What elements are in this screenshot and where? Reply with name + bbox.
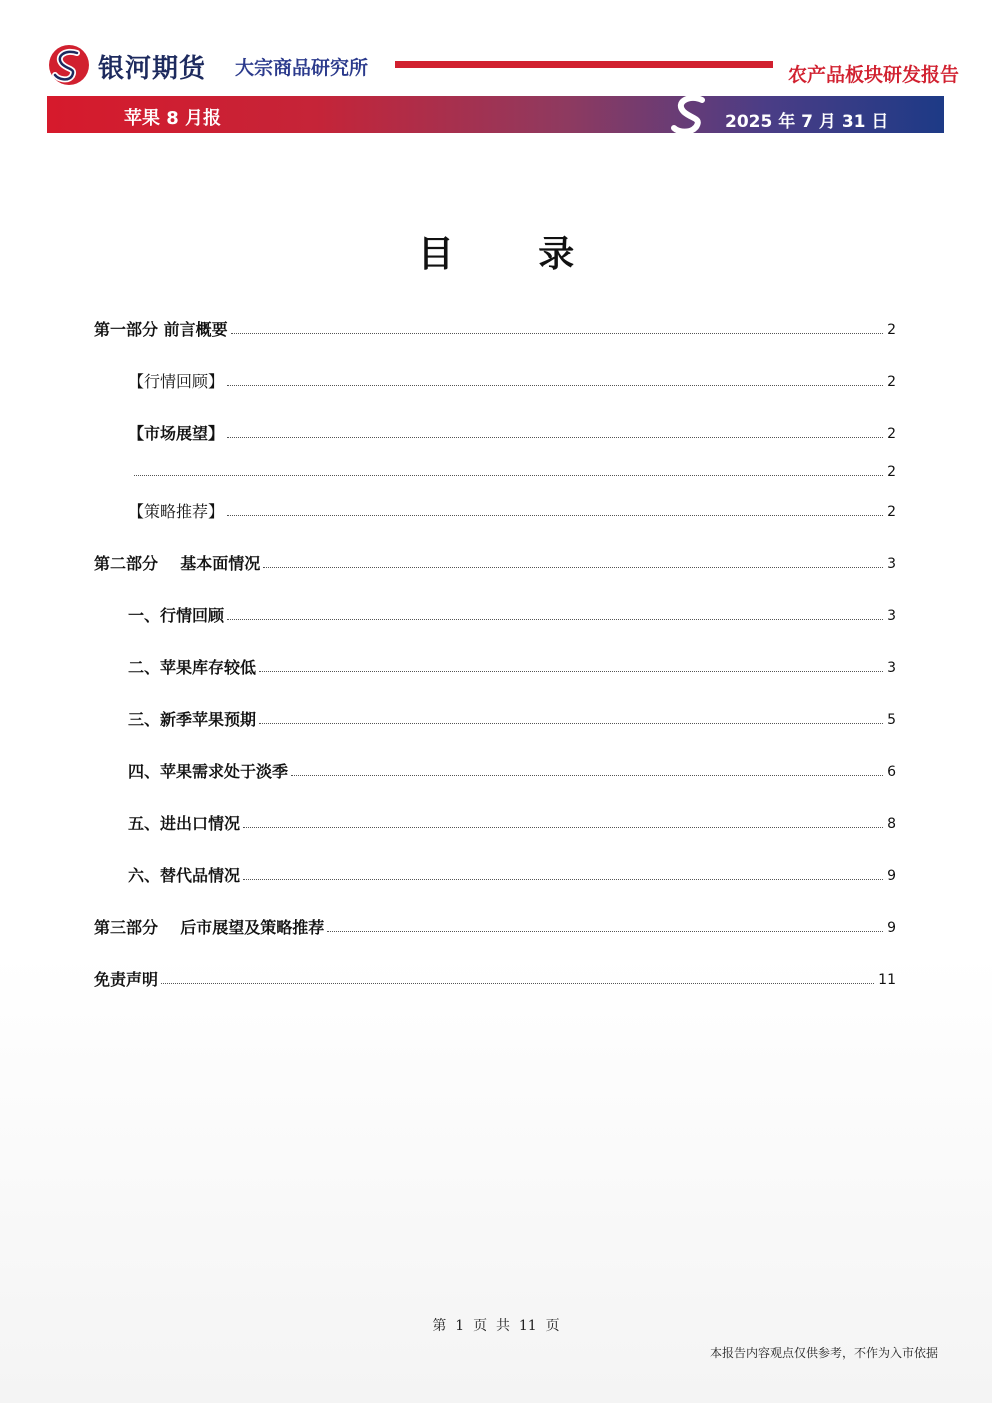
footer-disclaimer: 本报告内容观点仅供参考，不作为入市依据	[709, 1346, 938, 1360]
toc-entry-label: 【行情回顾】	[128, 372, 225, 391]
toc-leader-dots	[227, 385, 883, 386]
galaxy-s-logo-icon	[46, 44, 92, 86]
toc-entry-label: 第三部分 后市展望及策略推荐	[94, 918, 325, 937]
toc-leader-dots	[263, 567, 883, 568]
toc-leader-dots	[227, 515, 883, 516]
toc-entry-page: 6	[887, 764, 896, 780]
toc-entry[interactable]	[128, 654, 896, 678]
toc-entry[interactable]	[128, 758, 896, 782]
toc-entry[interactable]	[131, 458, 896, 482]
toc-entry-label: 四、苹果需求处于淡季	[128, 762, 289, 781]
toc-entry-page: 3	[887, 608, 896, 624]
toc-entry-label: 二、苹果库存较低	[128, 658, 257, 677]
toc-entry-label: 【市场展望】	[128, 424, 225, 443]
toc-entry-page: 2	[887, 322, 896, 338]
toc-leader-dots	[291, 775, 883, 776]
toc-entry[interactable]	[94, 316, 896, 340]
toc-entry-page: 2	[887, 426, 896, 442]
institute-name: 大宗商品研究所	[235, 57, 369, 79]
toc-entry[interactable]	[128, 706, 896, 730]
toc-leader-dots	[134, 475, 883, 476]
toc-leader-dots	[243, 879, 883, 880]
toc-entry-page: 2	[887, 374, 896, 390]
toc-leader-dots	[259, 671, 883, 672]
toc-entry-page: 11	[878, 972, 896, 988]
toc-entry[interactable]	[94, 550, 896, 574]
header-divider	[395, 61, 773, 68]
toc-leader-dots	[259, 723, 883, 724]
toc-entry[interactable]	[94, 914, 896, 938]
toc-entry-label: 【策略推荐】	[128, 502, 225, 521]
toc-entry-page: 3	[887, 556, 896, 572]
toc-leader-dots	[327, 931, 883, 932]
galaxy-s-mark-icon	[668, 94, 712, 136]
toc-entry[interactable]	[94, 966, 896, 990]
toc-entry-label: 免责声明	[94, 970, 159, 989]
page-indicator: 第 1 页 共 11 页	[432, 1318, 560, 1334]
toc-entry[interactable]	[128, 862, 896, 886]
toc-title: 目 录	[417, 234, 611, 275]
toc-entry-label: 三、新季苹果预期	[128, 710, 257, 729]
toc-entry[interactable]	[128, 368, 896, 392]
toc-entry-page: 9	[887, 868, 896, 884]
toc-entry[interactable]	[128, 810, 896, 834]
toc-leader-dots	[231, 333, 884, 334]
toc-entry-page: 8	[887, 816, 896, 832]
toc-entry[interactable]	[128, 602, 896, 626]
toc-entry-label: 六、替代品情况	[128, 866, 241, 885]
toc-entry-page: 5	[887, 712, 896, 728]
toc-entry-label: 第一部分 前言概要	[94, 320, 228, 339]
toc-leader-dots	[243, 827, 883, 828]
toc-entry-page: 9	[887, 920, 896, 936]
toc-leader-dots	[227, 619, 883, 620]
toc-entry-label: 五、进出口情况	[128, 814, 241, 833]
report-date: 2025 年 7 月 31 日	[725, 112, 889, 132]
toc-entry-page: 2	[887, 504, 896, 520]
report-title: 苹果 8 月报	[124, 108, 222, 129]
toc-entry[interactable]	[128, 498, 896, 522]
toc-entry[interactable]	[128, 420, 896, 444]
toc-leader-dots	[227, 437, 883, 438]
brand-name: 银河期货	[98, 54, 207, 84]
toc-entry-label: 第二部分 基本面情况	[94, 554, 261, 573]
toc-entry-label: 一、行情回顾	[128, 606, 225, 625]
toc-leader-dots	[161, 983, 874, 984]
toc-entry-page: 3	[887, 660, 896, 676]
toc-entry-page: 2	[887, 464, 896, 480]
report-category: 农产品板块研发报告	[788, 64, 960, 86]
